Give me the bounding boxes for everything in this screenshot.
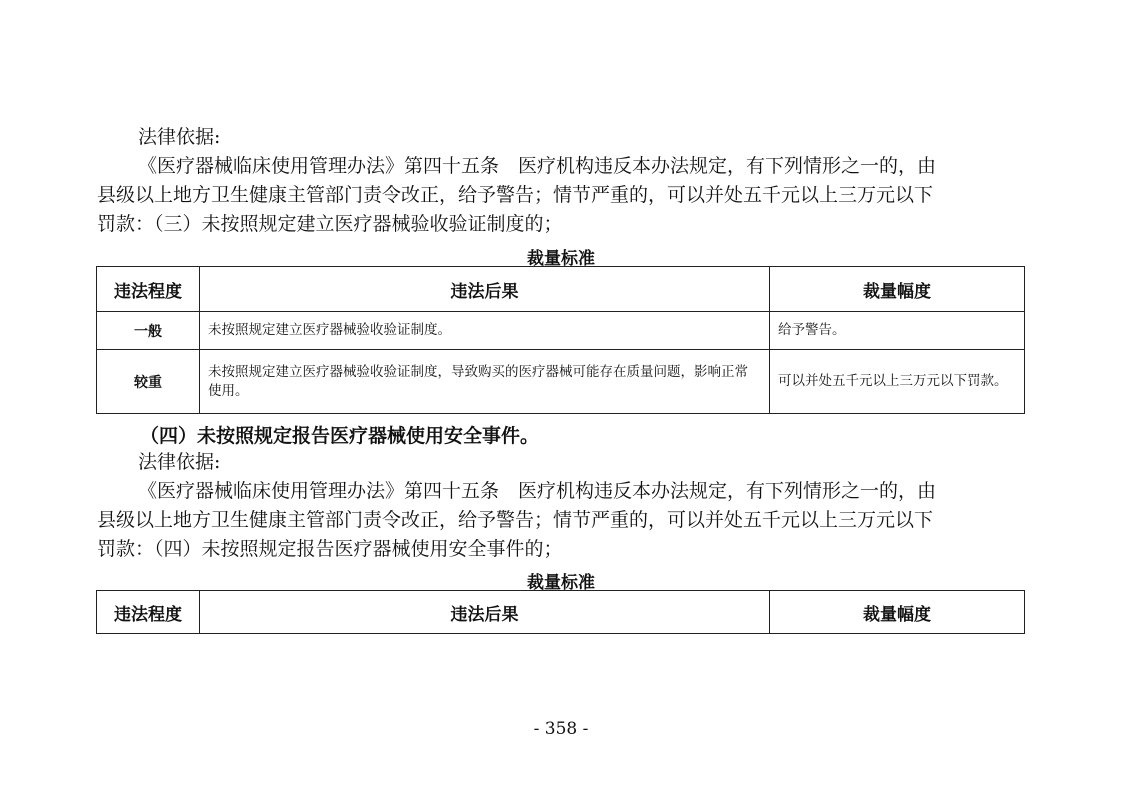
header-violation-level: 违法程度 [97, 591, 200, 634]
law-text-line: 县级以上地方卫生健康主管部门责令改正，给予警告；情节严重的，可以并处五千元以上三万元以下 [97, 184, 934, 206]
table-title: 裁量标准 [527, 249, 595, 269]
table-title: 裁量标准 [527, 573, 595, 593]
law-text-line: 《医疗器械临床使用管理办法》第四十五条 医疗机构违反本办法规定，有下列情形之一的，由 [138, 155, 937, 177]
header-violation-consequence: 违法后果 [200, 591, 770, 634]
header-violation-consequence: 违法后果 [200, 267, 770, 312]
table-header-row [97, 267, 1025, 312]
discretion-range: 可以并处五千元以上三万元以下罚款。 [770, 350, 1025, 414]
law-text-line: 罚款：（四）未按照规定报告医疗器械使用安全事件的； [97, 538, 563, 560]
header-discretion-range: 裁量幅度 [770, 591, 1025, 634]
violation-level: 较重 [97, 350, 200, 414]
header-discretion-range: 裁量幅度 [770, 267, 1025, 312]
section-heading: （四）未按照规定报告医疗器械使用安全事件。 [140, 425, 540, 447]
discretion-table [96, 266, 1025, 414]
law-text-line: 县级以上地方卫生健康主管部门责令改正，给予警告；情节严重的，可以并处五千元以上三万元以下 [97, 509, 934, 531]
violation-consequence: 未按照规定建立医疗器械验收验证制度，导致购买的医疗器械可能存在质量问题，影响正常使用。 [200, 350, 770, 414]
violation-consequence: 未按照规定建立医疗器械验收验证制度。 [200, 312, 770, 350]
table-row [97, 312, 1025, 350]
legal-basis-label: 法律依据: [138, 126, 221, 148]
legal-basis-label: 法律依据: [138, 451, 221, 473]
table-row [97, 350, 1025, 414]
page-number: - 358 - [533, 719, 589, 739]
discretion-table [96, 590, 1025, 634]
header-violation-level: 违法程度 [97, 267, 200, 312]
table-header-row [97, 591, 1025, 634]
law-text-line: 《医疗器械临床使用管理办法》第四十五条 医疗机构违反本办法规定，有下列情形之一的，由 [138, 480, 937, 502]
law-text-line: 罚款：（三）未按照规定建立医疗器械验收验证制度的； [97, 213, 563, 235]
discretion-range: 给予警告。 [770, 312, 1025, 350]
violation-level: 一般 [97, 312, 200, 350]
